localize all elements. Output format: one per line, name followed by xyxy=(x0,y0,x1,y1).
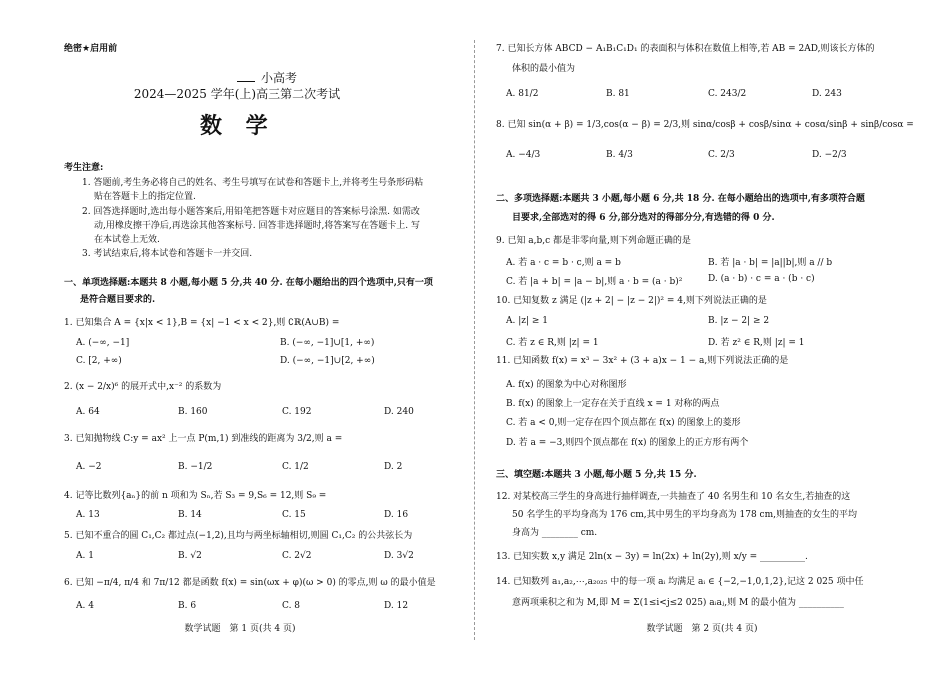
q8-option-b: B. 4/3 xyxy=(606,150,633,160)
q9-option-b: B. 若 |a · b| = |a||b|,则 a // b xyxy=(708,258,833,268)
question-4: 4. 记等比数列{aₙ}的前 n 项和为 Sₙ,若 S₃ = 9,S₆ = 12,则 S₉ = xyxy=(64,491,327,501)
q4-option-c: C. 15 xyxy=(282,510,306,520)
notice-line: 贴在答题卡上的指定位置. xyxy=(94,192,196,202)
page-divider xyxy=(474,40,475,640)
q2-option-d: D. 240 xyxy=(384,407,414,417)
q4-option-d: D. 16 xyxy=(384,510,409,520)
q11-option-c: C. 若 a < 0,则一定存在四个顶点都在 f(x) 的图象上的菱形 xyxy=(506,418,741,428)
q3-option-a: A. −2 xyxy=(76,462,102,472)
q8-option-c: C. 2/3 xyxy=(708,150,735,160)
question-2: 2. (x − 2/x)⁶ 的展开式中,x⁻² 的系数为 xyxy=(64,382,222,392)
q5-option-c: C. 2√2 xyxy=(282,551,312,561)
page-footer: 数学试题 第 1 页(共 4 页) xyxy=(184,624,296,634)
question-11: 11. 已知函数 f(x) = x³ − 3x² + (3 + a)x − 1 − a,则下列说法正确的是 xyxy=(496,356,789,366)
q5-option-b: B. √2 xyxy=(178,551,202,561)
page-footer: 数学试题 第 2 页(共 4 页) xyxy=(646,624,758,634)
question-1: 1. 已知集合 A = {x|x < 1},B = {x| −1 < x < 2},则 ∁ℝ(A∪B) = xyxy=(64,318,340,328)
q3-option-c: C. 1/2 xyxy=(282,462,309,472)
q1-option-a: A. (−∞, −1] xyxy=(76,338,130,348)
question-5: 5. 已知不重合的圆 C₁,C₂ 都过点(−1,2),且均与两坐标轴相切,则圆 C₁,C₂ 的公共弦长为 xyxy=(64,531,413,541)
q6-option-b: B. 6 xyxy=(178,601,197,611)
q3-option-d: D. 2 xyxy=(384,462,403,472)
q3-option-b: B. −1/2 xyxy=(178,462,213,472)
q6-option-c: C. 8 xyxy=(282,601,301,611)
q9-option-d: D. (a · b) · c = a · (b · c) xyxy=(708,274,815,284)
section-1-header-cont: 是符合题目要求的. xyxy=(80,295,156,305)
q9-option-c: C. 若 |a + b| = |a − b|,则 a · b = (a · b)² xyxy=(506,277,683,287)
q1-option-b: B. (−∞, −1]∪[1, +∞) xyxy=(280,338,375,348)
q4-option-b: B. 14 xyxy=(178,510,202,520)
q9-option-a: A. 若 a · c = b · c,则 a = b xyxy=(506,258,621,268)
question-8: 8. 已知 sin(α + β) = 1/3,cos(α − β) = 2/3,则 sinα/cosβ + cosβ/sinα + cosα/sinβ + sinβ/cosα = xyxy=(496,120,914,130)
q6-option-a: A. 4 xyxy=(76,601,94,611)
q7-option-d: D. 243 xyxy=(812,89,842,99)
exam-title: 2024—2025 学年(上)高三第二次考试 xyxy=(133,87,341,101)
notice-line: 1. 答题前,考生务必将自己的姓名、考生号填写在试卷和答题卡上,并将考生号条形码粘 xyxy=(82,178,424,188)
q10-option-a: A. |z| ≥ 1 xyxy=(506,316,549,326)
notice-line: 3. 考试结束后,将本试卷和答题卡一并交回. xyxy=(82,249,253,259)
q8-option-a: A. −4/3 xyxy=(506,150,541,160)
q10-option-d: D. 若 z² ∈ R,则 |z| = 1 xyxy=(708,338,805,348)
question-3: 3. 已知抛物线 C:y = ax² 上一点 P(m,1) 到准线的距离为 3/2,则 a = xyxy=(64,434,343,444)
section-2-header-cont: 目要求,全部选对的得 6 分,部分选对的得部分分,有选错的得 0 分. xyxy=(512,213,775,223)
page-1 xyxy=(0,0,474,673)
q7-option-b: B. 81 xyxy=(606,89,630,99)
section-3-header: 三、填空题:本题共 3 小题,每小题 5 分,共 15 分. xyxy=(496,470,697,480)
question-7: 7. 已知长方体 ABCD − A₁B₁C₁D₁ 的表面积与体积在数值上相等,若 AB = 2AD,则该长方体的 xyxy=(496,44,875,54)
q11-option-a: A. f(x) 的图象为中心对称图形 xyxy=(506,380,627,390)
section-1-header: 一、单项选择题:本题共 8 小题,每小题 5 分,共 40 分. 在每小题给出的四个选项中,只有一项 xyxy=(64,278,433,288)
notice-line: 动,用橡皮擦干净后,再选涂其他答案标号. 回答非选择题时,将答案写在答题卡上. 写 xyxy=(94,221,421,231)
q11-option-d: D. 若 a = −3,则四个顶点都在 f(x) 的图象上的正方形有两个 xyxy=(506,438,749,448)
question-10: 10. 已知复数 z 满足 (|z + 2| − |z − 2|)² = 4,则下列说法正确的是 xyxy=(496,296,767,306)
q5-option-d: D. 3√2 xyxy=(384,551,414,561)
notice-line: 在本试卷上无效. xyxy=(94,235,160,245)
q7-option-c: C. 243/2 xyxy=(708,89,747,99)
q1-option-c: C. [2, +∞) xyxy=(76,356,122,366)
q5-option-a: A. 1 xyxy=(76,551,94,561)
page-2 xyxy=(476,0,950,673)
q2-option-a: A. 64 xyxy=(76,407,100,417)
question-9: 9. 已知 a,b,c 都是非零向量,则下列命题正确的是 xyxy=(496,236,691,246)
question-14-cont: 意两项乘积之和为 M,即 M = Σ(1≤i<j≤2 025) aᵢaⱼ,则 M 的最小值为 __________ xyxy=(512,598,844,608)
school-suffix: 小高考 xyxy=(261,71,298,85)
q4-option-a: A. 13 xyxy=(76,510,100,520)
secret-label: 绝密★启用前 xyxy=(64,44,118,54)
subject-title: 数 学 xyxy=(200,113,276,139)
q8-option-d: D. −2/3 xyxy=(812,150,847,160)
q6-option-d: D. 12 xyxy=(384,601,409,611)
question-7-cont: 体积的最小值为 xyxy=(512,64,576,74)
q2-option-c: C. 192 xyxy=(282,407,312,417)
section-2-header: 二、多项选择题:本题共 3 小题,每小题 6 分,共 18 分. 在每小题给出的选项中,有多项符合题 xyxy=(496,194,865,204)
question-14: 14. 已知数列 a₁,a₂,⋯,a₂₀₂₅ 中的每一项 aᵢ 均满足 aᵢ ∈ {−2,−1,0,1,2},记这 2 025 项中任 xyxy=(496,577,864,587)
notice-title: 考生注意: xyxy=(64,163,104,173)
notice-line: 2. 回答选择题时,选出每小题答案后,用铅笔把答题卡对应题目的答案标号涂黑. 如需改 xyxy=(82,207,420,217)
q10-option-b: B. |z − 2| ≥ 2 xyxy=(708,316,770,326)
q1-option-d: D. (−∞, −1]∪[2, +∞) xyxy=(280,356,375,366)
question-6: 6. 已知 −π/4, π/4 和 7π/12 都是函数 f(x) = sin(ωx + φ)(ω > 0) 的零点,则 ω 的最小值是 xyxy=(64,578,436,588)
question-12-cont: 身高为 ________ cm. xyxy=(512,528,598,538)
question-12-cont: 50 名学生的平均身高为 176 cm,其中男生的平均身高为 178 cm,则抽查的女生的平均 xyxy=(512,510,857,520)
q10-option-c: C. 若 z ∈ R,则 |z| = 1 xyxy=(506,338,599,348)
question-12: 12. 对某校高三学生的身高进行抽样调查,一共抽查了 40 名男生和 10 名女生,若抽查的这 xyxy=(496,492,851,502)
question-13: 13. 已知实数 x,y 满足 2ln(x − 3y) = ln(2x) + ln(2y),则 x/y = __________. xyxy=(496,552,808,562)
q7-option-a: A. 81/2 xyxy=(506,89,539,99)
q2-option-b: B. 160 xyxy=(178,407,208,417)
school-title xyxy=(237,72,297,86)
q11-option-b: B. f(x) 的图象上一定存在关于直线 x = 1 对称的两点 xyxy=(506,399,720,409)
